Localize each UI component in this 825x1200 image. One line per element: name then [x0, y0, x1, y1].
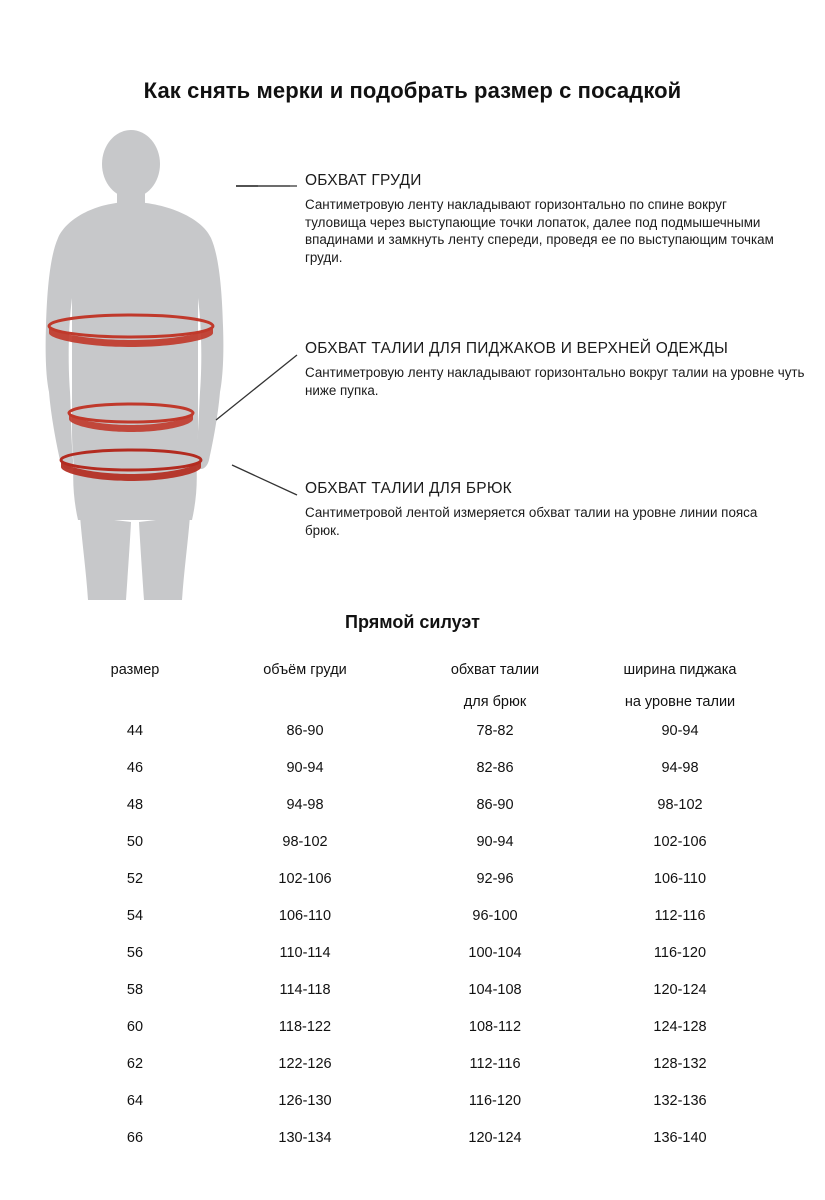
- table-cell: 60: [126, 1018, 144, 1035]
- table-row: [60, 1082, 770, 1119]
- table-cell: 46: [126, 759, 144, 776]
- table-cell: 120-124: [468, 1129, 522, 1146]
- table-cell: 126-130: [278, 1092, 332, 1109]
- table-cell: 116-120: [468, 1092, 522, 1109]
- table-row: [60, 1008, 770, 1045]
- col-header-waist: [400, 660, 590, 712]
- table-cell: 118-122: [278, 1018, 332, 1035]
- table-cell: 128-132: [653, 1055, 707, 1072]
- table-row: [60, 1119, 770, 1156]
- table-cell: 104-108: [468, 981, 522, 998]
- table-cell: 100-104: [468, 944, 522, 961]
- table-cell: 110-114: [279, 944, 331, 961]
- callout-chest-body: Сантиметровую ленту накладывают горизонтально по спине вокруг туловища через выступающие точки лопаток, далее под подмышечными впадинами и замкнуть ленту спереди, проведя ее по выступающим точкам груди.: [305, 197, 774, 265]
- table-cell: 50: [126, 833, 144, 850]
- table-cell: 54: [126, 907, 144, 924]
- col-header-waist-main: обхват талии: [450, 662, 540, 678]
- table-cell: 56: [126, 944, 144, 961]
- table-row: [60, 1045, 770, 1082]
- table-cell: 90-94: [661, 722, 699, 739]
- table-cell: 86-90: [286, 722, 324, 739]
- table-cell: 62: [126, 1055, 144, 1072]
- col-header-jacket-width: [590, 660, 770, 712]
- table-cell: 102-106: [653, 833, 707, 850]
- table-cell: 58: [126, 981, 144, 998]
- table-cell: 116-120: [653, 944, 707, 961]
- page-title: Как снять мерки и подобрать размер с посадкой: [143, 78, 682, 103]
- callout-waist-jacket-body: Сантиметровую ленту накладывают горизонтально вокруг талии на уровне чуть ниже пупка.: [305, 365, 805, 398]
- table-cell: 122-126: [278, 1055, 332, 1072]
- table-cell: 106-110: [278, 907, 332, 924]
- col-header-chest: [210, 660, 400, 712]
- table-row: [60, 749, 770, 786]
- callout-waist-trousers-heading: ОБХВАТ ТАЛИИ ДЛЯ БРЮК: [305, 480, 512, 497]
- table-row: [60, 823, 770, 860]
- callout-waist-trousers: [305, 480, 785, 539]
- table-cell: 96-100: [472, 907, 518, 924]
- col-header-size: [60, 660, 210, 712]
- table-cell: 136-140: [653, 1129, 707, 1146]
- table-header-row: [60, 660, 770, 712]
- table-cell: 78-82: [476, 722, 514, 739]
- table-cell: 114-118: [279, 981, 331, 998]
- table-cell: 108-112: [468, 1018, 522, 1035]
- table-row: [60, 786, 770, 823]
- table-cell: 112-116: [654, 907, 706, 924]
- table-cell: 92-96: [476, 870, 514, 887]
- table-row: [60, 712, 770, 749]
- table-cell: 102-106: [278, 870, 332, 887]
- table-cell: 48: [126, 796, 144, 813]
- table-cell: 44: [126, 722, 144, 739]
- table-cell: 90-94: [286, 759, 324, 776]
- table-cell: 94-98: [286, 796, 324, 813]
- col-header-jacket-width-sub: на уровне талии: [624, 694, 736, 710]
- table-cell: 86-90: [476, 796, 514, 813]
- col-header-jacket-width-main: ширина пиджака: [623, 662, 737, 678]
- table-cell: 112-116: [469, 1055, 521, 1072]
- table-row: [60, 971, 770, 1008]
- table-row: [60, 860, 770, 897]
- table-row: [60, 897, 770, 934]
- table-cell: 98-102: [657, 796, 703, 813]
- col-header-size-main: размер: [110, 662, 160, 678]
- table-cell: 132-136: [653, 1092, 707, 1109]
- size-table: [60, 660, 770, 1156]
- callout-chest-heading: ОБХВАТ ГРУДИ: [305, 172, 422, 189]
- callout-waist-jacket-heading: ОБХВАТ ТАЛИИ ДЛЯ ПИДЖАКОВ И ВЕРХНЕЙ ОДЕЖДЫ: [305, 340, 729, 357]
- table-caption: Прямой силуэт: [345, 612, 480, 632]
- table-cell: 52: [126, 870, 144, 887]
- callout-waist-trousers-body: Сантиметровой лентой измеряется обхват талии на уровне линии пояса брюк.: [305, 505, 758, 538]
- body-figure: [30, 130, 290, 610]
- table-cell: 130-134: [278, 1129, 332, 1146]
- callout-chest: [305, 172, 775, 266]
- callout-waist-jacket: [305, 340, 805, 399]
- table-cell: 82-86: [476, 759, 514, 776]
- table-cell: 64: [126, 1092, 144, 1109]
- table-cell: 124-128: [653, 1018, 707, 1035]
- table-cell: 66: [126, 1129, 144, 1146]
- col-header-chest-main: объём груди: [263, 662, 347, 678]
- table-cell: 120-124: [653, 981, 707, 998]
- table-cell: 90-94: [476, 833, 514, 850]
- col-header-waist-sub: для брюк: [463, 694, 527, 710]
- table-cell: 94-98: [661, 759, 699, 776]
- size-table-head: [60, 660, 770, 712]
- table-row: [60, 934, 770, 971]
- figure-silhouette: [46, 130, 224, 600]
- size-table-body: [60, 712, 770, 1156]
- table-cell: 98-102: [282, 833, 328, 850]
- table-cell: 106-110: [653, 870, 707, 887]
